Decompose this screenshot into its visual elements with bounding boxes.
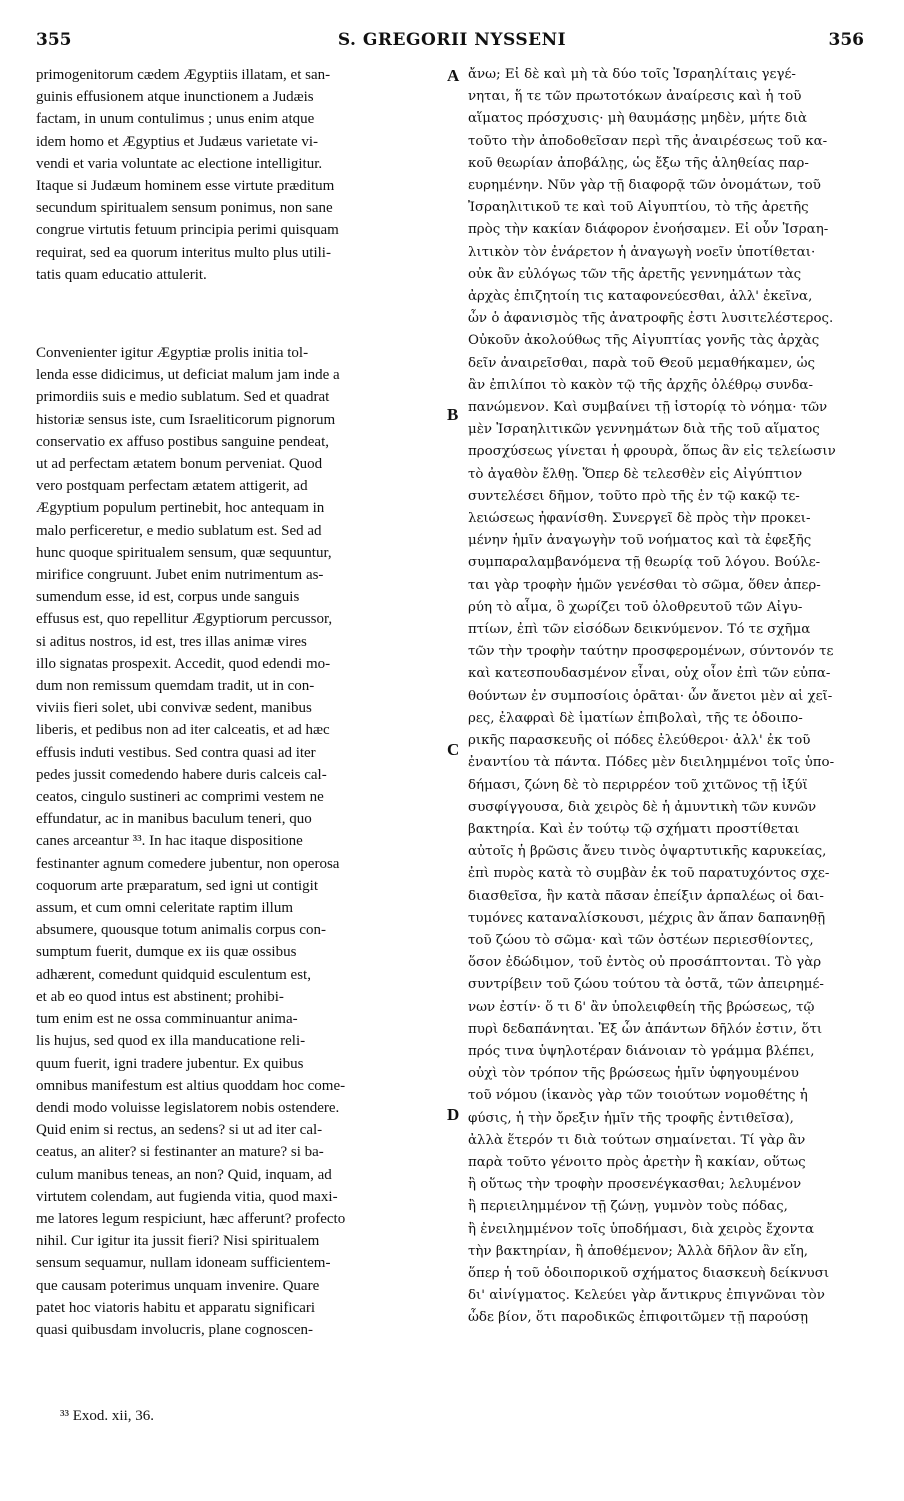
greek-text-line: ἢ ἐνειλημμένον τοῖς ὑποδήμασι, διὰ χειρὸς ἔχοντα bbox=[468, 1221, 815, 1237]
greek-text-line: οὐχὶ τὸν τρόπον τῆς βρώσεως ἡμῖν ὑφηγουμένου bbox=[468, 1066, 799, 1082]
margin-marker-b: B bbox=[447, 405, 459, 424]
latin-text-line: hunc quoque spiritualem sensum, quæ sequuntur, bbox=[36, 544, 332, 561]
greek-text-line: ται γὰρ τροφὴν ἡμῶν γενέσθαι τὸ σῶμα, ὅθεν ἀπερ- bbox=[468, 577, 821, 593]
page-number-right: 356 bbox=[828, 30, 864, 50]
latin-text-line: tatis quam educatio attulerit. bbox=[36, 266, 207, 283]
latin-text-line: Ægyptium populum pertinebit, hoc antequam in bbox=[36, 500, 325, 517]
greek-column bbox=[468, 64, 880, 1330]
greek-text-line: τοῦτο τὴν ἀποδοθεῖσαν περὶ τῆς ἀναιρέσεως τοῦ κα- bbox=[468, 133, 828, 149]
greek-text-line: ὅσον ἐδώδιμον, τοῦ ἐντὸς οὐ προσάπτονται. Τὸ γὰρ bbox=[468, 955, 822, 971]
latin-text-line: ut ad perfectam ætatem bonum perveniat. Quod bbox=[36, 456, 323, 473]
greek-text-line: θούντων ἐν συμποσίοις ὁρᾶται· ὧν ἄνετοι μὲν αἱ χεῖ- bbox=[468, 688, 833, 704]
latin-text-line: Convenienter igitur Ægyptiæ prolis initia tol- bbox=[36, 345, 309, 361]
latin-text-line: absumere, quousque totum animalis corpus con- bbox=[36, 922, 326, 939]
latin-text-line: culum manibus teneas, an non? Quid, inquam, ad bbox=[36, 1166, 332, 1183]
latin-text-line: omnibus manifestum est altius quoddam hoc come- bbox=[36, 1077, 346, 1094]
latin-text-line: vendi et varia voluntate ac electione intelligitur. bbox=[36, 155, 323, 172]
greek-text-line: πανώμενον. Καὶ συμβαίνει τῇ ἱστορίᾳ τὸ νόημα· τῶν bbox=[468, 400, 828, 416]
latin-text-line: tum enim est ne ossa comminuantur anima- bbox=[36, 1011, 298, 1028]
latin-text-line: effusis induti vestibus. Sed contra quasi ad iter bbox=[36, 744, 316, 761]
latin-text-line: quasi quibusdam involucris, plane cognoscen- bbox=[36, 1321, 314, 1338]
greek-text-line: πρὸς τὴν κακίαν διάφορον ἐνοήσαμεν. Εἰ οὖν Ἰσραη- bbox=[468, 222, 829, 238]
greek-text-line: προσχύσεως γίνεται ἡ φρουρὰ, ὅπως ἂν εἰς τελείωσιν bbox=[468, 444, 836, 460]
latin-text-line: et ab eo quod intus est abstinent; prohibi- bbox=[36, 988, 284, 1005]
latin-text-line: patet hoc viatoris habitu et apparatu significari bbox=[36, 1299, 316, 1316]
greek-text-line: νηται, ἥ τε τῶν πρωτοτόκων ἀναίρεσις καὶ ἡ τοῦ bbox=[468, 89, 802, 105]
greek-text-line: ρικῆς παρασκευῆς οἱ πόδες ἐλεύθεροι· ἀλλ' ἐκ τοῦ bbox=[468, 733, 811, 749]
greek-text-line: ὅπερ ἡ τοῦ ὁδοιπορικοῦ σχήματος διασκευὴ δείκνυσι bbox=[468, 1265, 830, 1281]
latin-text-line: secundum spiritualem sensum ponimus, non sane bbox=[36, 200, 333, 217]
latin-text-line: conservatio ex affuso postibus sanguine pendeat, bbox=[36, 433, 329, 450]
greek-text-line: μένην ἡμῖν ἀναγωγὴν τοῦ νοήματος καὶ τὰ ἐφεξῆς bbox=[468, 533, 812, 549]
greek-text-line: ἀρχὰς ἐπιζητοίη τις καταφονεύεσθαι, ἀλλ' ἐκεῖνα, bbox=[468, 289, 813, 305]
margin-marker-c: C bbox=[447, 740, 460, 759]
greek-text-line: ρύη τὸ αἷμα, ὃ χωρίζει τοῦ ὀλοθρευτοῦ τῶν Αἰγυ- bbox=[468, 599, 803, 615]
latin-text-line: ceatos, cingulo sustineri ac comprimi vestem ne bbox=[36, 789, 324, 806]
latin-paragraph-2 bbox=[36, 342, 444, 1341]
greek-text-line: συντελέσει δῆμον, τοῦτο πρὸ τῆς ἐν τῷ κακῷ τε- bbox=[468, 488, 800, 504]
latin-text-line: factam, in unum contulimus ; unus enim atque bbox=[36, 111, 315, 128]
greek-text-line: φύσις, ἡ τὴν ὄρεξιν ἡμῖν τῆς τροφῆς ἐντιθεῖσα), bbox=[468, 1110, 794, 1126]
latin-text-line: festinanter agnum comedere jubentur, non operosa bbox=[36, 855, 340, 872]
latin-text-line: quum fuerit, igni tradere jubentur. Ex quibus bbox=[36, 1055, 304, 1072]
greek-text-line: αἵματος πρόσχυσις· μὴ θαυμάσῃς μηδὲν, μήτε διὰ bbox=[468, 111, 807, 127]
greek-text-line: ἢ οὕτως τὴν τροφὴν προσενέγκασθαι; λελυμένον bbox=[468, 1177, 802, 1193]
greek-text-line: ἐναντίου τὰ πάντα. Πόδες μὲν διειλημμένοι τοῖς ὑπο- bbox=[468, 755, 835, 771]
latin-text-line: pedes jussit comedendo habere duris calceis cal- bbox=[36, 766, 327, 783]
latin-text-line: illo signatas prospexit. Accedit, quod edendi mo- bbox=[36, 655, 331, 672]
latin-text-line: sumendum esse, id est, corpus unde sanguis bbox=[36, 589, 300, 606]
latin-text-line: lenda esse didicimus, ut deficiat malum jam inde a bbox=[36, 367, 340, 384]
latin-text-line: ceatus, an aliter? si festinanter an mature? si ba- bbox=[36, 1144, 324, 1161]
greek-text-line: ἢ περιειλημμένον τῇ ζώνῃ, γυμνὸν τοὺς πόδας, bbox=[468, 1199, 788, 1215]
latin-text-line: assum, et cum omni celeritate raptim illum bbox=[36, 900, 294, 917]
greek-text-line: βακτηρία. Καὶ ἐν τούτῳ τῷ σχήματι προστίθεται bbox=[468, 821, 800, 837]
greek-text-line: Ἰσραηλιτικοῦ τε καὶ τοῦ Αἰγυπτίου, τὸ τῆς ἀρετῆς bbox=[468, 200, 809, 216]
latin-text-line: mirifice congruunt. Jubet enim nutrimentum as- bbox=[36, 567, 324, 584]
latin-text-line: Quid enim si rectus, an sedens? si ut ad iter cal- bbox=[36, 1122, 323, 1139]
greek-text-line: νων ἐστίν· ὅ τι δ' ἂν ὑπολειφθείη τῆς βρώσεως, τῷ bbox=[468, 999, 815, 1015]
latin-text-line: sumptum fuerit, dumque ex iis quæ ossibus bbox=[36, 944, 297, 961]
latin-text-line: dum non remissum quemdam tradit, ut in con- bbox=[36, 678, 315, 695]
greek-text-line: λειώσεως ἠφανίσθη. Συνεργεῖ δὲ πρὸς τὴν προκει- bbox=[468, 511, 811, 527]
latin-text-line: Itaque si Judæum hominem esse virtute præditum bbox=[36, 178, 335, 195]
greek-text-line: τὴν βακτηρίαν, ἢ ἀποθέμενον; Ἀλλὰ δῆλον ἂν εἴη, bbox=[468, 1243, 809, 1259]
latin-text-line: lis hujus, sed quod ex illa manducatione reli- bbox=[36, 1033, 306, 1050]
greek-text-line: δήμασι, ζώνη δὲ τὸ περιρρέον τοῦ χιτῶνος τῇ ἰξύϊ bbox=[468, 777, 808, 793]
greek-text-line: ρες, ἐλαφραὶ δὲ ἱματίων ἐπιβολαὶ, τῆς τε ὁδοιπο- bbox=[468, 710, 803, 726]
greek-text-line: ἂν ἐπιλίποι τὸ κακὸν τῷ τῆς ἀρχῆς ὀλέθρῳ συνδα- bbox=[468, 377, 813, 393]
greek-text-line: δι' αἰνίγματος. Κελεύει γὰρ ἄντικρυς ἐπιγνῶναι τὸν bbox=[468, 1288, 825, 1304]
footnote: ³³ Exod. xii, 36. bbox=[60, 1408, 154, 1424]
latin-text-line: guinis effusionem atque inunctionem a Judæis bbox=[36, 89, 314, 106]
latin-text-line: primordiis suis e medio sublatum. Sed et quadrat bbox=[36, 389, 330, 406]
greek-text-line: πτίων, ἐπὶ τῶν εἰσόδων δεικνύμενον. Τό τε σχῆμα bbox=[468, 622, 811, 638]
running-title: S. GREGORII NYSSENI bbox=[337, 30, 567, 50]
latin-text-line: si aditus nostros, id est, tres illas animæ vires bbox=[36, 633, 307, 650]
greek-text-line: ευρημένην. Νῦν γὰρ τῇ διαφορᾷ τῶν ὀνομάτων, τοῦ bbox=[468, 178, 821, 194]
greek-text-line: αὐτοῖς ἡ βρῶσις ἄνευ τινὸς ὀψαρτυτικῆς καρυκείας, bbox=[468, 844, 827, 860]
greek-text-line: διασθεῖσα, ἣν κατὰ πᾶσαν ἐπείξιν ἁρπαλέως οἱ δαι- bbox=[468, 888, 824, 904]
greek-text-line: συσφίγγουσα, διὰ χειρὸς δὲ ἡ ἀμυντικὴ τῶν κυνῶν bbox=[468, 799, 817, 815]
latin-text-line: effusus est, quo repellitur Ægyptiorum percussor, bbox=[36, 611, 333, 628]
latin-text-line: liberis, et pedibus non ad iter calceatis, et ad hæc bbox=[36, 722, 330, 739]
latin-text-line: que causam poterimus unquam invenire. Quare bbox=[36, 1277, 320, 1294]
greek-text-line: τὸ ἀγαθὸν ἔλθῃ. Ὅπερ δὲ τελεσθὲν εἰς Αἰγύπτιον bbox=[468, 466, 803, 482]
latin-text-line: historiæ sensus iste, cum Israeliticorum pignorum bbox=[36, 411, 336, 428]
greek-text-line: τοῦ νόμου (ἱκανὸς γὰρ τῶν τοιούτων νομοθέτης ἡ bbox=[468, 1088, 808, 1104]
greek-text-line: πρός τινα ὑψηλοτέραν διάνοιαν τὸ γράμμα βλέπει, bbox=[468, 1043, 815, 1059]
greek-text-line: συμπαραλαμβανόμενα τῇ θεωρίᾳ τοῦ λόγου. Βούλε- bbox=[468, 555, 821, 571]
margin-marker-a: A bbox=[447, 66, 460, 85]
latin-text-line: malo perficeretur, e medio sublatum est. Sed ad bbox=[36, 522, 322, 539]
latin-text-line: sensum sequamur, nullam idoneam sufficientem- bbox=[36, 1255, 331, 1272]
latin-text-line: primogenitorum cædem Ægyptiis illatam, et san- bbox=[36, 67, 331, 83]
greek-text-line: συντρίβειν τοῦ ζώου τούτου τὰ ὀστᾶ, τῶν ἀπειρημέ- bbox=[468, 977, 824, 993]
greek-text-line: πυρὶ δεδαπάνηται. Ἐξ ὧν ἁπάντων δῆλόν ἐστιν, ὅτι bbox=[468, 1021, 823, 1037]
latin-text-line: idem homo et Ægyptius et Judæus varietate vi- bbox=[36, 133, 319, 150]
greek-text-line: ἄνω; Εἰ δὲ καὶ μὴ τὰ δύο τοῖς Ἰσραηλίταις γεγέ- bbox=[468, 67, 796, 82]
greek-text-line: τυμόνες καταναλίσκουσι, μέχρις ἂν ἅπαν δαπανηθῇ bbox=[468, 910, 826, 926]
latin-text-line: nihil. Cur igitur ita jussit fieri? Nisi spiritualem bbox=[36, 1233, 320, 1250]
latin-text-line: congrue virtutis fetuum principia perimi quisquam bbox=[36, 222, 339, 239]
greek-text-line: ὧν ὁ ἀφανισμὸς τῆς ἀνατροφῆς ἐστι λυσιτελέστερος. bbox=[468, 311, 834, 327]
greek-text-line: κοῦ θεωρίαν ἀποβάλῃς, ὡς ἔξω τῆς ἀληθείας παρ- bbox=[468, 155, 809, 171]
greek-text-line: τοῦ ζώου τὸ σῶμα· καὶ τῶν ὀστέων περιεσθίοντες, bbox=[468, 932, 814, 948]
greek-text-line: παρὰ τοῦτο γένοιτο πρὸς ἀρετὴν ἢ κακίαν, οὕτως bbox=[468, 1154, 806, 1170]
latin-text-line: virtutem colendam, aut fugienda vitia, quod maxi- bbox=[36, 1188, 338, 1205]
greek-text-line: τῶν τὴν τροφὴν ταύτην προσφερομένων, σύντονόν τε bbox=[468, 644, 834, 660]
margin-marker-d: D bbox=[447, 1105, 460, 1124]
latin-text-line: dendi modo voluisse legislatorem nobis ostendere. bbox=[36, 1099, 340, 1116]
greek-text-line: Οὐκοῦν ἀκολούθως τῆς Αἰγυπτίας γονῆς τὰς ἀρχὰς bbox=[468, 333, 820, 349]
greek-text-line: ἐπὶ πυρὸς κατὰ τὸ συμβὰν ἐκ τοῦ παρατυχόντος σχε- bbox=[468, 866, 830, 882]
latin-text-line: effundatur, ac in manibus baculum teneri, quo bbox=[36, 811, 312, 828]
page-number-left: 355 bbox=[36, 30, 72, 50]
latin-paragraph-1 bbox=[36, 64, 444, 286]
latin-text-line: vero postquam perfectam ætatem attigerit, ad bbox=[36, 478, 308, 495]
latin-text-line: coquorum arte præparatum, sed igni ut contigit bbox=[36, 877, 319, 894]
latin-text-line: canes arceantur ³³. In hac itaque dispositione bbox=[36, 833, 303, 850]
latin-text-line: viviis fieri solet, ubi convivæ sedent, manibus bbox=[36, 700, 312, 717]
greek-text-line: καὶ κατεσπουδασμένον εἶναι, οὐχ οἷον ἐπὶ τῶν εὐπα- bbox=[468, 666, 831, 682]
latin-text-line: adhærent, comedunt quidquid esculentum est, bbox=[36, 966, 311, 983]
latin-text-line: requirat, sed ea quorum interitus multo plus utili- bbox=[36, 244, 331, 261]
latin-text-line: me latores legum respiciunt, hæc afferunt? profecto bbox=[36, 1210, 346, 1227]
greek-text-line: δεῖν ἀναιρεῖσθαι, παρὰ τοῦ Θεοῦ μεμαθήκαμεν, ὡς bbox=[468, 355, 816, 371]
greek-text-line: λιτικὸν τὸν ἐνάρετον ἡ ἀναγωγὴ νοεῖν ὑποτίθεται· bbox=[468, 244, 816, 260]
greek-text-line: οὐκ ἂν εὐλόγως τῶν τῆς ἀρετῆς γεννημάτων τὰς bbox=[468, 266, 802, 282]
greek-text-line: ὧδε βίον, ὅτι παροδικῶς ἐπιφοιτῶμεν τῇ παρούσῃ bbox=[468, 1310, 809, 1326]
greek-text-line: μὲν Ἰσραηλιτικῶν γεννημάτων διὰ τῆς τοῦ αἵματος bbox=[468, 422, 820, 438]
greek-text-line: ἀλλὰ ἕτερόν τι διὰ τούτων σημαίνεται. Τί γὰρ ἂν bbox=[468, 1132, 806, 1148]
